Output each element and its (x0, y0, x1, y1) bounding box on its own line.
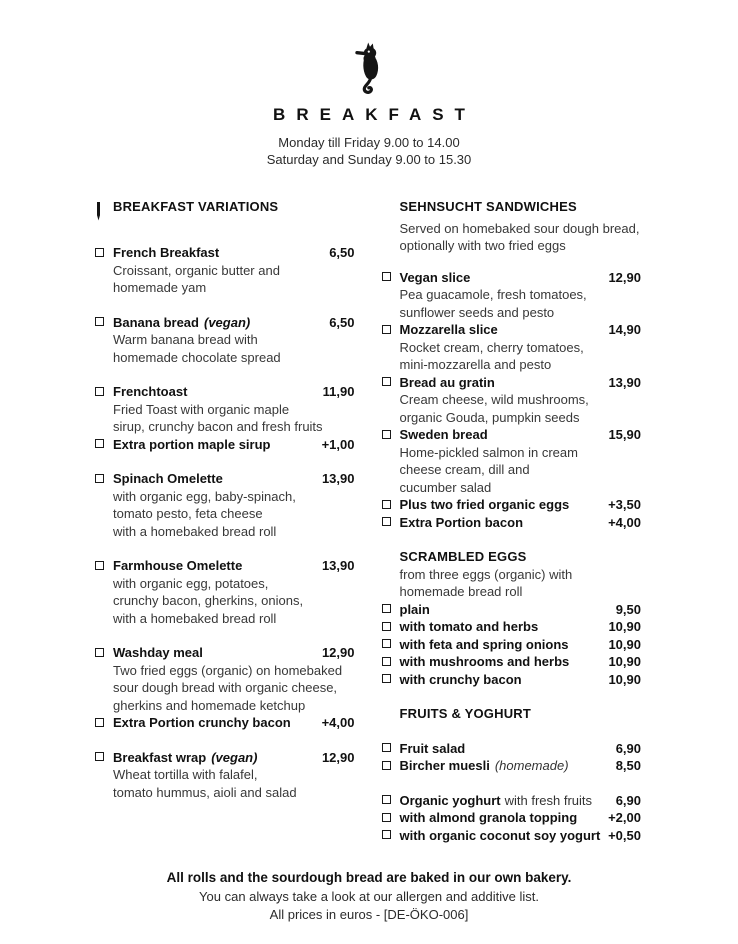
item-price: 8,50 (615, 758, 641, 773)
item-name: Breakfast wrap (vegan) (113, 749, 258, 765)
menu-item (95, 749, 355, 767)
menu-item (382, 757, 642, 775)
item-checkbox[interactable] (382, 377, 391, 386)
item-name-suffix: with fresh fruits (504, 792, 593, 808)
item-price: 15,90 (608, 427, 641, 442)
menu-item (95, 644, 355, 662)
footer-bakery-note: All rolls and the sourdough bread are baked in our own bakery. (166, 870, 572, 885)
menu-item (382, 618, 642, 636)
item-description-line: homemade chocolate spread (113, 349, 281, 365)
menu-item-addon (382, 496, 642, 514)
item-name: Extra Portion bacon (399, 514, 524, 530)
item-name: with organic coconut soy yogurt (399, 827, 601, 843)
item-description-line: mini-mozzarella and pesto (399, 357, 552, 372)
item-checkbox[interactable] (382, 500, 391, 509)
hours-weekend: Saturday and Sunday 9.00 to 15.30 (266, 152, 472, 167)
item-price: 12,90 (608, 269, 641, 285)
item-name: Sweden bread (399, 427, 488, 442)
item-checkbox[interactable] (95, 317, 104, 326)
item-name: with feta and spring onions (399, 636, 569, 652)
item-checkbox[interactable] (382, 639, 391, 648)
item-name: Extra Portion crunchy bacon (113, 715, 291, 730)
item-description-line: sunflower seeds and pesto (399, 304, 555, 320)
footer-prices-note: All prices in euros - [DE-ÖKO-006] (269, 907, 469, 922)
item-checkbox[interactable] (95, 561, 104, 570)
item-name: with almond granola topping (399, 810, 578, 825)
item-name: plain (399, 601, 430, 617)
section-title: FRUITS & YOGHURT (399, 706, 532, 721)
menu-header (0, 42, 738, 168)
item-price: 13,90 (321, 558, 355, 573)
section-intro-line: optionally with two fried eggs (399, 238, 566, 253)
menu-item (382, 269, 642, 287)
item-name: Spinach Omelette (113, 471, 223, 486)
item-description-line: tomato hummus, aioli and salad (113, 784, 297, 800)
item-name: Banana bread (vegan) (113, 314, 251, 330)
item-price: 6,50 (329, 314, 355, 330)
item-description-line: gherkins and homemade ketchup (113, 697, 306, 713)
item-checkbox[interactable] (382, 604, 391, 613)
item-description-line: cucumber salad (399, 479, 492, 495)
menu-item (95, 470, 355, 488)
menu-item (382, 321, 642, 339)
item-checkbox[interactable] (382, 761, 391, 770)
item-name: Fruit salad (399, 740, 466, 756)
menu-item (95, 383, 355, 401)
section-header-fruits (382, 705, 642, 723)
item-checkbox[interactable] (382, 517, 391, 526)
item-price: 9,50 (615, 601, 641, 617)
item-price: 12,90 (321, 749, 355, 765)
item-description-line: Pea guacamole, fresh tomatoes, (399, 287, 587, 302)
menu-item (95, 557, 355, 575)
footer-allergen-note: You can always take a look at our allergen and additive list. (199, 888, 539, 904)
item-price: 6,50 (329, 245, 355, 260)
menu-item-addon (95, 436, 355, 454)
item-name: with crunchy bacon (399, 671, 522, 687)
menu-item (382, 653, 642, 671)
item-name: Bircher muesli (homemade) (399, 758, 569, 773)
item-checkbox[interactable] (382, 657, 391, 666)
item-price: +4,00 (608, 514, 641, 530)
section-title: BREAKFAST VARIATIONS (113, 199, 279, 214)
menu-item-addon (95, 714, 355, 732)
item-name: Vegan slice (399, 269, 471, 285)
menu-item-addon (382, 827, 642, 845)
item-price: +2,00 (608, 810, 641, 825)
item-price: +3,50 (608, 497, 641, 512)
item-description-line: with organic egg, baby-spinach, (113, 488, 296, 504)
vegan-tag: (vegan) (203, 314, 251, 330)
menu-item (95, 244, 355, 262)
menu-item-addon (382, 514, 642, 532)
item-price: 14,90 (608, 322, 641, 337)
item-description-line: Warm banana bread with (113, 332, 258, 347)
item-price: 12,90 (321, 645, 355, 660)
item-description-line: homemade yam (113, 280, 207, 295)
item-description-line: Rocket cream, cherry tomatoes, (399, 339, 584, 355)
menu-item (382, 374, 642, 392)
menu-item (382, 636, 642, 654)
item-price: +0,50 (608, 827, 641, 843)
seahorse-icon (354, 42, 384, 94)
section-title: SEHNSUCHT SANDWICHES (399, 199, 577, 214)
item-checkbox[interactable] (95, 752, 104, 761)
vertical-mark-icon (97, 202, 100, 221)
item-checkbox[interactable] (95, 439, 104, 448)
hours-weekday: Monday till Friday 9.00 to 14.00 (278, 135, 460, 150)
item-name: with mushrooms and herbs (399, 654, 570, 669)
item-price: 13,90 (608, 374, 641, 390)
item-price: 10,90 (608, 636, 641, 652)
menu-item (382, 740, 642, 758)
item-description-line: organic Gouda, pumpkin seeds (399, 409, 580, 425)
item-checkbox[interactable] (382, 325, 391, 334)
item-checkbox[interactable] (95, 718, 104, 727)
item-checkbox[interactable] (382, 430, 391, 439)
item-price: 13,90 (321, 471, 355, 486)
item-checkbox[interactable] (95, 474, 104, 483)
item-description-line: Wheat tortilla with falafel, (113, 767, 258, 782)
item-description-line: Fried Toast with organic maple (113, 401, 290, 417)
item-description-line: cheese cream, dill and (399, 462, 530, 477)
item-name: Bread au gratin (399, 374, 495, 390)
item-description-line: Croissant, organic butter and (113, 262, 280, 278)
item-price: 10,90 (608, 654, 641, 669)
section-intro-line: homemade bread roll (399, 584, 523, 599)
item-checkbox[interactable] (382, 674, 391, 683)
menu-columns (95, 198, 641, 844)
item-price: 6,90 (615, 740, 641, 756)
item-checkbox[interactable] (95, 648, 104, 657)
item-description-line: sirup, crunchy bacon and fresh fruits (113, 419, 323, 434)
section-header-scrambled (382, 548, 642, 566)
section-header-sandwiches (382, 198, 642, 216)
menu-item-addon (382, 809, 642, 827)
section-intro-line: from three eggs (organic) with (399, 566, 573, 582)
section-title: SCRAMBLED EGGS (399, 549, 527, 564)
item-checkbox[interactable] (382, 272, 391, 281)
item-checkbox[interactable] (382, 813, 391, 822)
item-name: Frenchtoast (113, 384, 188, 399)
vegan-tag: (vegan) (211, 749, 258, 765)
item-checkbox[interactable] (95, 387, 104, 396)
item-description-line: crunchy bacon, gherkins, onions, (113, 593, 304, 608)
page-title: BREAKFAST (273, 105, 476, 124)
menu-item (382, 671, 642, 689)
section-header-variations (95, 198, 355, 225)
item-name: Organic yoghurt with fresh fruits (399, 792, 593, 808)
item-name: with tomato and herbs (399, 619, 539, 634)
item-description-line: sour dough bread with organic cheese, (113, 680, 338, 695)
item-name: Farmhouse Omelette (113, 558, 243, 573)
item-description-line: with a homebaked bread roll (113, 523, 277, 539)
menu-item (95, 314, 355, 332)
menu-item (382, 426, 642, 444)
item-name: French Breakfast (113, 245, 220, 260)
item-name: Extra portion maple sirup (113, 436, 271, 452)
item-checkbox[interactable] (95, 248, 104, 257)
item-price: 6,90 (615, 792, 641, 808)
menu-item (382, 601, 642, 619)
item-checkbox[interactable] (382, 743, 391, 752)
item-name: Plus two fried organic eggs (399, 497, 570, 512)
item-price: +1,00 (321, 436, 355, 452)
item-price: 10,90 (608, 671, 641, 687)
item-price: +4,00 (321, 715, 355, 730)
item-description-line: Home-pickled salmon in cream (399, 444, 578, 460)
left-column (95, 198, 355, 844)
item-description-line: Cream cheese, wild mushrooms, (399, 392, 589, 407)
homemade-tag: (homemade) (494, 758, 569, 773)
item-name: Mozzarella slice (399, 322, 498, 337)
menu-footer (0, 869, 738, 925)
item-checkbox[interactable] (382, 622, 391, 631)
item-price: 11,90 (322, 384, 355, 399)
right-column (382, 198, 642, 844)
item-description-line: with a homebaked bread roll (113, 610, 277, 626)
item-description-line: with organic egg, potatoes, (113, 575, 269, 591)
item-description-line: tomato pesto, feta cheese (113, 506, 263, 521)
item-price: 10,90 (608, 619, 641, 634)
menu-item (382, 792, 642, 810)
item-name: Washday meal (113, 645, 203, 660)
item-description-line: Two fried eggs (organic) on homebaked (113, 662, 343, 678)
item-checkbox[interactable] (382, 795, 391, 804)
section-intro-line: Served on homebaked sour dough bread, (399, 220, 640, 236)
item-checkbox[interactable] (382, 830, 391, 839)
